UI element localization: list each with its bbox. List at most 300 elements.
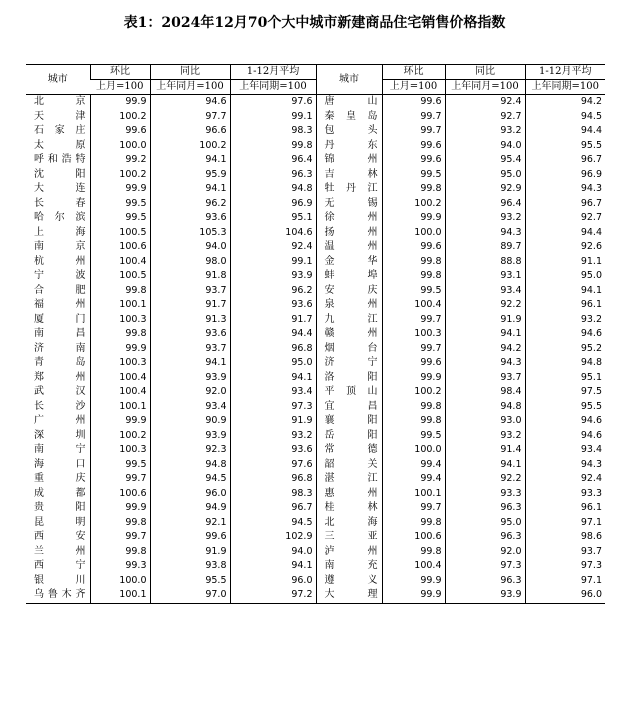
city-name-right: 惠州 xyxy=(316,487,382,502)
mom-value-right: 100.6 xyxy=(382,530,445,545)
yoy-value-left: 92.3 xyxy=(150,443,230,458)
mom-value-right: 99.4 xyxy=(382,472,445,487)
ytd-value-left: 97.6 xyxy=(230,458,316,473)
city-name-right: 包头 xyxy=(316,124,382,139)
yoy-value-right: 94.0 xyxy=(445,139,525,154)
ytd-value-left: 94.1 xyxy=(230,559,316,574)
ytd-value-left: 96.8 xyxy=(230,342,316,357)
yoy-value-left: 96.2 xyxy=(150,197,230,212)
ytd-value-left: 95.1 xyxy=(230,211,316,226)
yoy-value-right: 93.2 xyxy=(445,429,525,444)
city-name-left: 天津 xyxy=(34,110,86,122)
ytd-value-right: 94.8 xyxy=(525,356,605,371)
city-name-right: 宜昌 xyxy=(316,400,382,415)
city-name-left: 石家庄 xyxy=(34,125,86,137)
ytd-value-left: 96.3 xyxy=(230,168,316,183)
mom-value-right: 100.3 xyxy=(382,327,445,342)
yoy-value-right: 94.1 xyxy=(445,458,525,473)
table-row xyxy=(26,385,605,400)
city-name-right: 遵义 xyxy=(316,574,382,589)
ytd-value-right: 98.6 xyxy=(525,530,605,545)
city-name-left: 济南 xyxy=(34,342,86,354)
table-row xyxy=(26,124,605,139)
yoy-value-right: 91.4 xyxy=(445,443,525,458)
yoy-value-right: 94.3 xyxy=(445,226,525,241)
ytd-value-left: 95.0 xyxy=(230,356,316,371)
mom-value-left: 99.8 xyxy=(90,545,150,560)
ytd-value-left: 99.1 xyxy=(230,110,316,125)
ytd-value-left: 96.7 xyxy=(230,501,316,516)
mom-value-left: 100.3 xyxy=(90,443,150,458)
mom-value-right: 100.2 xyxy=(382,197,445,212)
city-name-right: 九江 xyxy=(316,313,382,328)
yoy-value-left: 94.1 xyxy=(150,182,230,197)
mom-value-left: 100.4 xyxy=(90,371,150,386)
table-row xyxy=(26,574,605,589)
yoy-value-right: 92.2 xyxy=(445,298,525,313)
city-name-left: 南宁 xyxy=(34,444,86,456)
yoy-value-right: 94.8 xyxy=(445,400,525,415)
yoy-value-left: 97.7 xyxy=(150,110,230,125)
yoy-value-right: 93.1 xyxy=(445,269,525,284)
header-ytd-right: 1-12月平均 xyxy=(525,65,605,80)
mom-value-left: 100.6 xyxy=(90,240,150,255)
mom-value-left: 100.0 xyxy=(90,139,150,154)
yoy-value-left: 99.6 xyxy=(150,530,230,545)
yoy-value-left: 93.7 xyxy=(150,284,230,299)
table-row xyxy=(26,110,605,125)
city-name-left: 合肥 xyxy=(34,284,86,296)
table-title: 表1：2024年12月70个大中城市新建商品住宅销售价格指数 xyxy=(123,15,506,31)
ytd-value-right: 95.0 xyxy=(525,269,605,284)
mom-value-left: 99.5 xyxy=(90,458,150,473)
table-row xyxy=(26,516,605,531)
yoy-value-left: 91.9 xyxy=(150,545,230,560)
yoy-value-left: 93.9 xyxy=(150,429,230,444)
ytd-value-right: 93.7 xyxy=(525,545,605,560)
mom-value-left: 99.2 xyxy=(90,153,150,168)
table-row xyxy=(26,371,605,386)
mom-value-left: 100.3 xyxy=(90,356,150,371)
yoy-value-right: 95.0 xyxy=(445,168,525,183)
ytd-value-right: 96.0 xyxy=(525,588,605,603)
yoy-value-left: 91.7 xyxy=(150,298,230,313)
ytd-value-right: 94.1 xyxy=(525,284,605,299)
mom-value-right: 99.6 xyxy=(382,153,445,168)
yoy-value-right: 95.0 xyxy=(445,516,525,531)
city-name-left: 乌鲁木齐 xyxy=(26,588,90,603)
ytd-value-right: 97.1 xyxy=(525,574,605,589)
ytd-value-right: 96.1 xyxy=(525,501,605,516)
yoy-value-right: 91.9 xyxy=(445,313,525,328)
yoy-value-left: 105.3 xyxy=(150,226,230,241)
yoy-value-right: 93.2 xyxy=(445,211,525,226)
ytd-value-left: 91.9 xyxy=(230,414,316,429)
mom-value-right: 99.5 xyxy=(382,284,445,299)
mom-value-left: 99.8 xyxy=(90,327,150,342)
header-yoy-right: 同比 xyxy=(445,65,525,80)
table-row xyxy=(26,443,605,458)
yoy-value-left: 100.2 xyxy=(150,139,230,154)
mom-value-right: 99.5 xyxy=(382,429,445,444)
mom-value-right: 99.7 xyxy=(382,110,445,125)
ytd-value-left: 91.7 xyxy=(230,313,316,328)
mom-value-right: 100.4 xyxy=(382,559,445,574)
mom-value-left: 99.5 xyxy=(90,211,150,226)
mom-value-right: 99.6 xyxy=(382,240,445,255)
yoy-value-left: 95.9 xyxy=(150,168,230,183)
city-name-right: 岳阳 xyxy=(316,429,382,444)
city-name-right: 大理 xyxy=(316,588,382,603)
ytd-value-left: 96.2 xyxy=(230,284,316,299)
ytd-value-left: 97.2 xyxy=(230,588,316,603)
yoy-value-left: 97.0 xyxy=(150,588,230,603)
city-name-right: 泉州 xyxy=(316,298,382,313)
mom-value-left: 99.9 xyxy=(90,342,150,357)
city-name-right: 泸州 xyxy=(316,545,382,560)
city-name-right: 无锡 xyxy=(316,197,382,212)
yoy-value-right: 93.9 xyxy=(445,588,525,603)
yoy-value-right: 96.3 xyxy=(445,530,525,545)
mom-value-left: 100.5 xyxy=(90,269,150,284)
table-row xyxy=(26,269,605,284)
mom-value-right: 99.7 xyxy=(382,124,445,139)
yoy-value-left: 94.8 xyxy=(150,458,230,473)
yoy-value-right: 93.4 xyxy=(445,284,525,299)
mom-value-right: 99.8 xyxy=(382,545,445,560)
ytd-value-right: 97.5 xyxy=(525,385,605,400)
ytd-value-left: 94.5 xyxy=(230,516,316,531)
ytd-value-right: 93.3 xyxy=(525,487,605,502)
table-row xyxy=(26,429,605,444)
city-name-right: 唐山 xyxy=(316,95,382,110)
city-name-right: 吉林 xyxy=(316,168,382,183)
table-row xyxy=(26,226,605,241)
city-name-left: 厦门 xyxy=(34,313,86,325)
table-row xyxy=(26,313,605,328)
city-name-left: 武汉 xyxy=(34,386,86,398)
city-name-right: 金华 xyxy=(316,255,382,270)
yoy-value-right: 92.0 xyxy=(445,545,525,560)
mom-value-left: 99.9 xyxy=(90,501,150,516)
mom-value-left: 99.6 xyxy=(90,124,150,139)
city-name-right: 三亚 xyxy=(316,530,382,545)
ytd-value-right: 94.6 xyxy=(525,327,605,342)
table-row xyxy=(26,211,605,226)
yoy-value-left: 95.5 xyxy=(150,574,230,589)
table-row xyxy=(26,168,605,183)
ytd-value-left: 96.9 xyxy=(230,197,316,212)
city-name-left: 北京 xyxy=(34,96,86,108)
mom-value-right: 99.7 xyxy=(382,501,445,516)
yoy-value-left: 96.0 xyxy=(150,487,230,502)
mom-value-right: 100.0 xyxy=(382,226,445,241)
city-name-left: 南京 xyxy=(34,241,86,253)
city-name-right: 秦皇岛 xyxy=(316,110,382,125)
table-row xyxy=(26,255,605,270)
city-name-left: 广州 xyxy=(34,415,86,427)
yoy-value-right: 89.7 xyxy=(445,240,525,255)
city-name-left: 西安 xyxy=(34,531,86,543)
yoy-value-right: 95.4 xyxy=(445,153,525,168)
yoy-value-left: 98.0 xyxy=(150,255,230,270)
yoy-value-right: 94.3 xyxy=(445,356,525,371)
mom-value-right: 99.9 xyxy=(382,371,445,386)
city-name-left: 哈尔滨 xyxy=(34,212,86,224)
mom-value-left: 100.2 xyxy=(90,110,150,125)
header-ytd-base-right: 上年同期=100 xyxy=(525,80,605,95)
ytd-value-right: 92.7 xyxy=(525,211,605,226)
city-name-left: 沈阳 xyxy=(34,168,86,180)
header-yoy-left: 同比 xyxy=(150,65,230,80)
header-yoy-base-right: 上年同月=100 xyxy=(445,80,525,95)
table-row xyxy=(26,458,605,473)
table-row xyxy=(26,487,605,502)
city-name-right: 南充 xyxy=(316,559,382,574)
mom-value-right: 99.8 xyxy=(382,255,445,270)
yoy-value-left: 93.6 xyxy=(150,327,230,342)
yoy-value-left: 93.9 xyxy=(150,371,230,386)
city-name-right: 牡丹江 xyxy=(316,182,382,197)
mom-value-left: 100.3 xyxy=(90,313,150,328)
ytd-value-right: 96.7 xyxy=(525,153,605,168)
mom-value-right: 100.0 xyxy=(382,443,445,458)
city-name-left: 西宁 xyxy=(34,560,86,572)
ytd-value-right: 96.7 xyxy=(525,197,605,212)
mom-value-right: 99.8 xyxy=(382,400,445,415)
ytd-value-left: 96.4 xyxy=(230,153,316,168)
city-name-left: 郑州 xyxy=(34,371,86,383)
ytd-value-left: 97.3 xyxy=(230,400,316,415)
city-name-left: 青岛 xyxy=(34,357,86,369)
ytd-value-left: 99.8 xyxy=(230,139,316,154)
ytd-value-left: 94.1 xyxy=(230,371,316,386)
city-name-left: 成都 xyxy=(34,487,86,499)
mom-value-right: 99.7 xyxy=(382,313,445,328)
table-row xyxy=(26,284,605,299)
city-name-left: 太原 xyxy=(34,139,86,151)
mom-value-left: 100.6 xyxy=(90,487,150,502)
mom-value-right: 99.7 xyxy=(382,342,445,357)
ytd-value-left: 98.3 xyxy=(230,124,316,139)
yoy-value-left: 94.6 xyxy=(150,95,230,110)
ytd-value-right: 95.1 xyxy=(525,371,605,386)
ytd-value-right: 94.2 xyxy=(525,95,605,110)
table-row xyxy=(26,182,605,197)
yoy-value-right: 93.7 xyxy=(445,371,525,386)
ytd-value-left: 94.8 xyxy=(230,182,316,197)
yoy-value-left: 91.3 xyxy=(150,313,230,328)
city-name-left: 贵阳 xyxy=(34,502,86,514)
city-name-left: 银川 xyxy=(34,574,86,586)
mom-value-left: 100.1 xyxy=(90,298,150,313)
city-name-left: 重庆 xyxy=(34,473,86,485)
city-name-left: 长沙 xyxy=(34,400,86,412)
table-row xyxy=(26,400,605,415)
city-name-right: 丹东 xyxy=(316,139,382,154)
city-name-right: 北海 xyxy=(316,516,382,531)
mom-value-right: 99.8 xyxy=(382,516,445,531)
header-row-2 xyxy=(26,80,605,95)
mom-value-left: 100.1 xyxy=(90,588,150,603)
table-row xyxy=(26,95,605,110)
city-name-left: 南昌 xyxy=(34,328,86,340)
header-row-1 xyxy=(26,65,605,80)
ytd-value-right: 94.6 xyxy=(525,414,605,429)
ytd-value-left: 99.1 xyxy=(230,255,316,270)
table-row xyxy=(26,530,605,545)
table-body xyxy=(26,95,605,604)
ytd-value-right: 91.1 xyxy=(525,255,605,270)
yoy-value-left: 93.8 xyxy=(150,559,230,574)
mom-value-right: 99.6 xyxy=(382,139,445,154)
ytd-value-left: 93.6 xyxy=(230,443,316,458)
city-name-left: 深圳 xyxy=(34,429,86,441)
header-city-left: 城市 xyxy=(26,65,90,95)
ytd-value-left: 92.4 xyxy=(230,240,316,255)
yoy-value-right: 94.2 xyxy=(445,342,525,357)
city-name-left: 昆明 xyxy=(34,516,86,528)
header-ytd-base-left: 上年同期=100 xyxy=(230,80,316,95)
ytd-value-left: 93.4 xyxy=(230,385,316,400)
price-index-table xyxy=(26,64,605,604)
yoy-value-left: 93.6 xyxy=(150,211,230,226)
ytd-value-right: 94.3 xyxy=(525,182,605,197)
mom-value-left: 99.7 xyxy=(90,472,150,487)
yoy-value-left: 93.7 xyxy=(150,342,230,357)
mom-value-left: 100.0 xyxy=(90,574,150,589)
table-row xyxy=(26,545,605,560)
ytd-value-left: 96.0 xyxy=(230,574,316,589)
city-name-left: 海口 xyxy=(34,458,86,470)
yoy-value-right: 97.3 xyxy=(445,559,525,574)
city-name-right: 洛阳 xyxy=(316,371,382,386)
city-name-right: 赣州 xyxy=(316,327,382,342)
mom-value-left: 100.5 xyxy=(90,226,150,241)
mom-value-left: 100.4 xyxy=(90,255,150,270)
city-name-left: 长春 xyxy=(34,197,86,209)
header-mom-left: 环比 xyxy=(90,65,150,80)
mom-value-left: 99.8 xyxy=(90,284,150,299)
mom-value-right: 99.9 xyxy=(382,574,445,589)
ytd-value-left: 93.9 xyxy=(230,269,316,284)
city-name-left: 宁波 xyxy=(34,270,86,282)
table-row xyxy=(26,342,605,357)
city-name-right: 温州 xyxy=(316,240,382,255)
city-name-right: 平顶山 xyxy=(316,385,382,400)
mom-value-right: 99.8 xyxy=(382,182,445,197)
city-name-right: 韶关 xyxy=(316,458,382,473)
table-row xyxy=(26,472,605,487)
city-name-right: 烟台 xyxy=(316,342,382,357)
yoy-value-left: 94.5 xyxy=(150,472,230,487)
header-yoy-base-left: 上年同月=100 xyxy=(150,80,230,95)
yoy-value-right: 88.8 xyxy=(445,255,525,270)
table-row xyxy=(26,559,605,574)
ytd-value-left: 98.3 xyxy=(230,487,316,502)
ytd-value-left: 96.8 xyxy=(230,472,316,487)
mom-value-right: 99.9 xyxy=(382,588,445,603)
mom-value-left: 100.2 xyxy=(90,168,150,183)
mom-value-right: 99.8 xyxy=(382,414,445,429)
yoy-value-left: 94.1 xyxy=(150,153,230,168)
yoy-value-left: 92.1 xyxy=(150,516,230,531)
table-row xyxy=(26,153,605,168)
header-mom-right: 环比 xyxy=(382,65,445,80)
yoy-value-right: 96.3 xyxy=(445,574,525,589)
yoy-value-right: 93.3 xyxy=(445,487,525,502)
city-name-right: 桂林 xyxy=(316,501,382,516)
yoy-value-left: 93.4 xyxy=(150,400,230,415)
ytd-value-right: 96.9 xyxy=(525,168,605,183)
city-name-right: 襄阳 xyxy=(316,414,382,429)
table-row xyxy=(26,139,605,154)
mom-value-left: 99.9 xyxy=(90,414,150,429)
table-row xyxy=(26,501,605,516)
ytd-value-left: 93.6 xyxy=(230,298,316,313)
city-name-left: 杭州 xyxy=(34,255,86,267)
city-name-right: 蚌埠 xyxy=(316,269,382,284)
mom-value-left: 99.8 xyxy=(90,516,150,531)
city-name-left: 兰州 xyxy=(34,545,86,557)
city-name-right: 徐州 xyxy=(316,211,382,226)
ytd-value-right: 94.6 xyxy=(525,429,605,444)
ytd-value-right: 97.3 xyxy=(525,559,605,574)
city-name-right: 扬州 xyxy=(316,226,382,241)
mom-value-left: 99.9 xyxy=(90,182,150,197)
city-name-left: 上海 xyxy=(34,226,86,238)
yoy-value-left: 94.0 xyxy=(150,240,230,255)
mom-value-right: 100.1 xyxy=(382,487,445,502)
yoy-value-right: 94.1 xyxy=(445,327,525,342)
ytd-value-right: 94.5 xyxy=(525,110,605,125)
mom-value-right: 99.9 xyxy=(382,211,445,226)
mom-value-right: 100.2 xyxy=(382,385,445,400)
yoy-value-right: 92.4 xyxy=(445,95,525,110)
header-mom-base-right: 上月=100 xyxy=(382,80,445,95)
ytd-value-right: 92.6 xyxy=(525,240,605,255)
ytd-value-left: 93.2 xyxy=(230,429,316,444)
yoy-value-left: 94.1 xyxy=(150,356,230,371)
yoy-value-right: 96.3 xyxy=(445,501,525,516)
mom-value-left: 99.9 xyxy=(90,95,150,110)
yoy-value-right: 93.0 xyxy=(445,414,525,429)
ytd-value-right: 92.4 xyxy=(525,472,605,487)
ytd-value-right: 96.1 xyxy=(525,298,605,313)
city-name-right: 湛江 xyxy=(316,472,382,487)
ytd-value-right: 93.4 xyxy=(525,443,605,458)
mom-value-left: 100.1 xyxy=(90,400,150,415)
city-name-right: 安庆 xyxy=(316,284,382,299)
ytd-value-left: 102.9 xyxy=(230,530,316,545)
yoy-value-right: 92.2 xyxy=(445,472,525,487)
yoy-value-left: 92.0 xyxy=(150,385,230,400)
city-name-left: 福州 xyxy=(34,299,86,311)
table-row xyxy=(26,197,605,212)
ytd-value-left: 94.0 xyxy=(230,545,316,560)
header-mom-base-left: 上月=100 xyxy=(90,80,150,95)
city-name-left: 呼和浩特 xyxy=(34,154,86,166)
header-city-right: 城市 xyxy=(316,65,382,95)
table-row xyxy=(26,327,605,342)
mom-value-right: 99.6 xyxy=(382,356,445,371)
mom-value-left: 99.5 xyxy=(90,197,150,212)
yoy-value-right: 93.2 xyxy=(445,124,525,139)
ytd-value-right: 93.2 xyxy=(525,313,605,328)
table-row xyxy=(26,588,605,603)
yoy-value-right: 92.9 xyxy=(445,182,525,197)
yoy-value-left: 91.8 xyxy=(150,269,230,284)
